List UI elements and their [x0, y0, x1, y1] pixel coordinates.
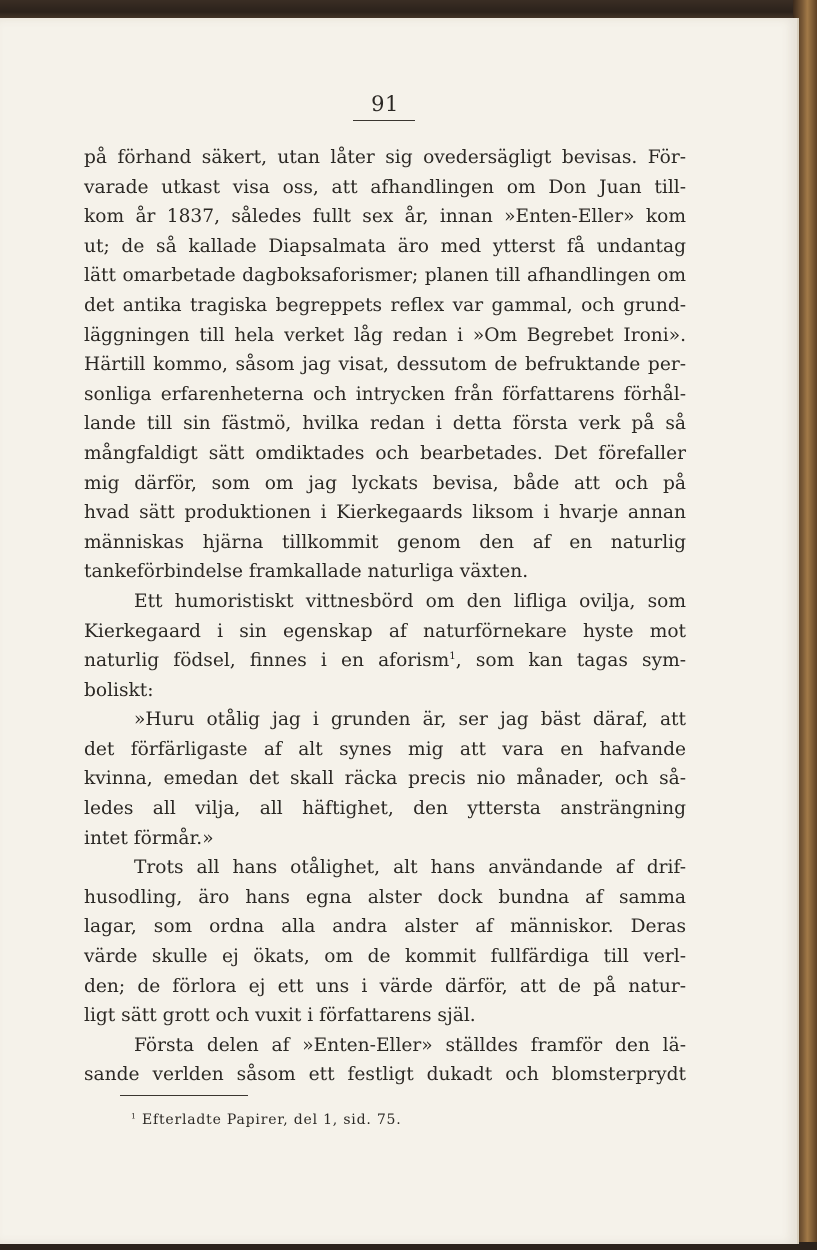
text-line — [84, 232, 686, 262]
text-line-content: kvinna, emedan det skall räcka precis nio månader, och så- — [84, 768, 686, 790]
text-line — [84, 942, 686, 972]
text-line-content: varade utkast visa oss, att afhandlingen om Don Juan till- — [84, 176, 686, 198]
text-line — [84, 528, 686, 558]
text-line-content: ut; de så kallade Diapsalmata äro med ytterst få undantag — [84, 235, 686, 257]
text-line-content: mig därför, som om jag lyckats bevisa, både att och på — [84, 472, 686, 494]
text-line — [84, 557, 686, 587]
footnote-reference: 1 — [449, 650, 456, 662]
text-line-content: på förhand säkert, utan låter sig ovedersägligt bevisas. För- — [84, 147, 686, 168]
text-line — [84, 617, 686, 647]
text-line-continuation: , som kan tagas sym- — [455, 650, 686, 672]
text-line-content: ledes all vilja, all häftighet, den yttersta ansträngning — [84, 798, 686, 820]
text-line-content: Härtill kommo, såsom jag visat, dessutom de befruktande per- — [84, 354, 686, 376]
text-line — [84, 321, 686, 351]
text-line — [84, 853, 686, 883]
text-line — [84, 972, 686, 1002]
text-line — [84, 764, 686, 794]
text-line-content: naturlig födsel, finnes i en aforism — [84, 650, 450, 672]
text-line-content: tankeförbindelse framkallade naturliga växten. — [84, 561, 529, 583]
text-line — [84, 1031, 686, 1061]
text-line — [84, 1001, 686, 1031]
text-line-content: lätt omarbetade dagboksaforismer; planen till afhandlingen om — [84, 265, 686, 287]
book-page — [0, 18, 799, 1244]
text-line-content: värde skulle ej ökats, om de kommit fullfärdiga till verl- — [84, 946, 686, 968]
text-line — [84, 380, 686, 410]
text-line — [84, 350, 686, 380]
text-line — [84, 587, 686, 617]
text-line — [84, 469, 686, 499]
text-line — [84, 498, 686, 528]
footnote-marker: 1 — [131, 1111, 137, 1121]
body-text — [84, 143, 686, 1090]
text-line-content: sande verlden såsom ett festligt dukadt och blomsterprydt — [84, 1064, 686, 1086]
text-line-content: Trots all hans otålighet, alt hans användande af drif- — [134, 857, 686, 879]
footnote-rule — [120, 1095, 248, 1096]
text-line — [84, 291, 686, 321]
text-line — [84, 202, 686, 232]
text-line — [84, 824, 686, 854]
text-line-content: det antika tragiska begreppets reflex var gammal, och grund- — [84, 294, 686, 316]
text-line-content: kom år 1837, således fullt sex år, innan »Enten-Eller» kom — [84, 206, 686, 228]
text-line — [84, 1060, 686, 1090]
text-line-content: läggningen till hela verket låg redan i »Om Begrebet Ironi». — [84, 324, 686, 346]
text-line-content: sonliga erfarenheterna och intrycken från författarens förhål- — [84, 383, 686, 405]
text-line-content: intet förmår.» — [84, 827, 214, 849]
text-line-content: boliskt: — [84, 679, 154, 701]
text-line-content: lagar, som ordna alla andra alster af människor. Deras — [84, 916, 686, 938]
text-line-content: den; de förlora ej ett uns i värde därför, att de på natur- — [84, 975, 686, 997]
text-line-content: människas hjärna tillkommit genom den af en naturlig — [84, 531, 686, 553]
text-line-content: Första delen af »Enten-Eller» ställdes framför den lä- — [134, 1034, 686, 1056]
text-line — [84, 912, 686, 942]
text-line-content: hvad sätt produktionen i Kierkegaards liksom i hvarje annan — [84, 502, 686, 524]
page-number-rule — [353, 120, 415, 121]
text-line-content: »Huru otålig jag i grunden är, ser jag bäst däraf, att — [134, 709, 686, 731]
text-line — [84, 735, 686, 765]
text-line — [84, 705, 686, 735]
footnote — [131, 1112, 402, 1128]
footnote-text: Efterladte Papirer, del 1, sid. 75. — [141, 1112, 402, 1128]
text-line-content: husodling, äro hans egna alster dock bundna af samma — [84, 886, 686, 908]
text-line-content: mångfaldigt sätt omdiktades och bearbetades. Det förefaller — [84, 442, 686, 464]
text-line — [84, 173, 686, 203]
text-line-content: det förfärligaste af alt synes mig att vara en hafvande — [84, 738, 686, 760]
text-line-content: ligt sätt grott och vuxit i författarens själ. — [84, 1005, 476, 1027]
text-line — [84, 143, 686, 173]
text-line-content: Kierkegaard i sin egenskap af naturförnekare hyste mot — [84, 620, 686, 642]
text-line — [84, 261, 686, 291]
text-line — [84, 409, 686, 439]
text-line-content: Ett humoristiskt vittnesbörd om den lifliga ovilja, som — [134, 590, 686, 612]
scan-top-edge — [0, 0, 817, 20]
text-line — [84, 646, 686, 676]
text-line — [84, 676, 686, 706]
text-line — [84, 883, 686, 913]
text-line — [84, 439, 686, 469]
page-number: 91 — [371, 92, 399, 116]
text-line — [84, 794, 686, 824]
text-line-content: lande till sin fästmö, hvilka redan i detta första verk på så — [84, 413, 686, 435]
